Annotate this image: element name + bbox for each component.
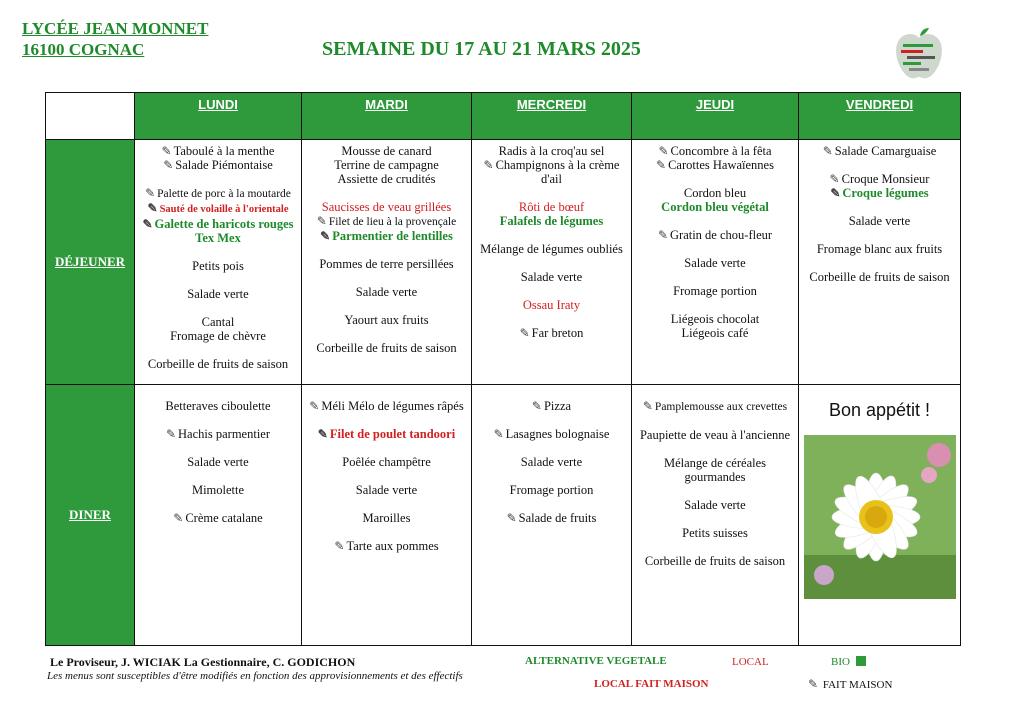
menu-item: ✎ Tarte aux pommes [334, 539, 439, 553]
chef-hat-icon: ✎ [531, 399, 542, 413]
menu-item: ✎ Taboulé à la menthe [161, 144, 275, 158]
day-header-jeudi: JEUDI [632, 93, 799, 140]
chef-hat-icon: ✎ [334, 539, 345, 553]
chef-hat-icon: ✎ [165, 427, 177, 441]
menu-item: Liégeois café [681, 326, 749, 340]
school-header [22, 18, 208, 60]
chef-hat-icon: ✎ [147, 201, 158, 215]
menu-item: Corbeille de fruits de saison [316, 341, 457, 355]
chef-hat-icon: ✎ [145, 186, 156, 200]
menu-item: Mousse de canard [341, 144, 432, 158]
menu-item: Mimolette [191, 483, 245, 497]
lunch-jeudi [632, 140, 799, 385]
menu-item: Saucisses de veau grillées [321, 200, 452, 214]
menu-item: Liégeois chocolat [670, 312, 760, 326]
menu-item: Corbeille de fruits de saison [644, 554, 786, 568]
menu-item: ✎ Filet de poulet tandoori [317, 427, 456, 441]
menu-item: Salade verte [684, 256, 746, 270]
menu-item: ✎ Croque Monsieur [829, 172, 930, 186]
menu-item: Maroilles [362, 511, 411, 525]
chef-hat-icon: ✎ [506, 511, 517, 525]
menu-item: Betteraves ciboulette [165, 399, 271, 413]
menu-item: ✎ Hachis parmentier [165, 427, 271, 441]
menu-item: ✎ Pamplemousse aux crevettes [642, 399, 788, 413]
day-header-mardi: MARDI [302, 93, 472, 140]
chef-hat-icon: ✎ [142, 217, 153, 231]
school-name: LYCÉE JEAN MONNET [22, 19, 209, 38]
menu-item: Mélange de céréales gourmandes [663, 456, 767, 484]
menu-item: ✎ Crème catalane [173, 511, 263, 525]
menu-item: Salade verte [520, 270, 583, 284]
menu-item: ✎ Carottes Hawaïennes [656, 158, 774, 172]
dinner-mercredi [472, 385, 632, 646]
chef-hat-icon: ✎ [163, 158, 174, 172]
legend-bio: BIO [831, 656, 866, 668]
lunch-row [46, 140, 961, 385]
meal-label-diner: DINER [46, 385, 135, 646]
menu-item: ✎ Galette de haricots rouges Tex Mex [142, 217, 294, 245]
menu-item: ✎ Champignons à la crème d'ail [483, 158, 620, 186]
menu-item: Cantal [201, 315, 235, 329]
menu-item: Cordon bleu végétal [661, 200, 769, 214]
menu-item: ✎ Salade de fruits [506, 511, 597, 525]
chef-hat-icon: ✎ [830, 186, 841, 200]
lunch-mardi [302, 140, 472, 385]
chef-hat-icon: ✎ [656, 158, 667, 172]
menu-item: ✎ Far breton [519, 326, 584, 340]
day-header-vendredi: VENDREDI [799, 93, 961, 140]
chef-hat-icon: ✎ [642, 399, 653, 413]
meal-label-dejeuner: DÉJEUNER [46, 140, 135, 385]
menu-item: Salade verte [187, 287, 249, 301]
legend-fait-maison: ✎ FAIT MAISON [808, 677, 893, 691]
menu-item: Corbeille de fruits de saison [147, 357, 289, 371]
menu-item: ✎ Parmentier de lentilles [320, 229, 453, 243]
school-city: 16100 COGNAC [22, 40, 145, 59]
signature-line: Le Proviseur, J. WICIAK La Gestionnaire, C. GODICHON [50, 655, 356, 669]
menu-item: ✎ Palette de porc à la moutarde [145, 186, 291, 200]
menu-item: Rôti de bœuf [518, 200, 585, 214]
menu-item: ✎ Croque légumes [830, 186, 929, 200]
menu-item: Salade verte [848, 214, 911, 228]
menu-item: Fromage portion [509, 483, 594, 497]
menu-item: Corbeille de fruits de saison [809, 270, 950, 284]
menu-item: Petits suisses [682, 526, 748, 540]
dinner-vendredi [799, 385, 961, 646]
day-header-mercredi: MERCREDI [472, 93, 632, 140]
chef-hat-icon: ✎ [519, 326, 530, 340]
apple-logo-icon [893, 26, 945, 82]
chef-hat-icon: ✎ [822, 144, 833, 158]
menu-table [45, 92, 961, 646]
chef-hat-icon: ✎ [320, 229, 331, 243]
menu-item: Assiette de crudités [337, 172, 436, 186]
chef-hat-icon: ✎ [317, 427, 328, 441]
menu-item: Pommes de terre persillées [319, 257, 454, 271]
menu-item: Salade verte [355, 285, 418, 299]
chef-hat-icon: ✎ [829, 172, 840, 186]
menu-item: ✎ Concombre à la fêta [658, 144, 772, 158]
dinner-row [46, 385, 961, 646]
menu-item: Poêlée champêtre [342, 455, 431, 469]
menu-item: Salade verte [520, 455, 583, 469]
disclaimer-note: Les menus sont susceptibles d'être modifiés en fonction des approvisionnements et des effectifs [47, 670, 463, 682]
menu-item: Fromage blanc aux fruits [816, 242, 943, 256]
chef-hat-icon: ✎ [658, 144, 669, 158]
legend-local: LOCAL [732, 656, 769, 668]
menu-item: Yaourt aux fruits [344, 313, 429, 327]
week-title: SEMAINE DU 17 AU 21 MARS 2025 [322, 38, 641, 60]
menu-item: ✎ Méli Mélo de légumes râpés [309, 399, 464, 413]
chef-hat-icon: ✎ [173, 511, 184, 525]
bio-badge-icon [856, 656, 866, 666]
bon-appetit-text: Bon appétit ! [828, 400, 931, 420]
chef-hat-icon: ✎ [483, 158, 494, 172]
dinner-lundi [135, 385, 302, 646]
daisy-flower-image [804, 435, 956, 599]
menu-item: Fromage de chèvre [170, 329, 266, 343]
chef-hat-icon: ✎ [493, 427, 504, 441]
chef-hat-icon: ✎ [316, 214, 327, 228]
days-header-row [46, 93, 961, 140]
lunch-lundi [135, 140, 302, 385]
menu-item: ✎ Sauté de volaille à l'orientale [147, 201, 289, 215]
menu-item: Falafels de légumes [499, 214, 604, 228]
dinner-jeudi [632, 385, 799, 646]
menu-item: ✎ Salade Piémontaise [163, 158, 273, 172]
menu-item: Terrine de campagne [334, 158, 439, 172]
menu-item: Salade verte [684, 498, 746, 512]
menu-item: Fromage portion [673, 284, 757, 298]
menu-item: ✎ Gratin de chou-fleur [657, 228, 773, 242]
menu-item: ✎ Pizza [531, 399, 572, 413]
menu-item: Petits pois [192, 259, 244, 273]
menu-item: ✎ Lasagnes bolognaise [493, 427, 610, 441]
day-header-lundi: LUNDI [135, 93, 302, 140]
lunch-mercredi [472, 140, 632, 385]
menu-item: Ossau Iraty [522, 298, 581, 312]
chef-hat-icon: ✎ [657, 228, 668, 242]
chef-hat-icon: ✎ [309, 399, 320, 413]
chef-hat-icon: ✎ [808, 677, 819, 691]
menu-item: Salade verte [187, 455, 249, 469]
menu-item: Mélange de légumes oubliés [480, 242, 623, 256]
corner-cell [46, 93, 135, 140]
menu-item: Radis à la croq'au sel [498, 144, 605, 158]
menu-item: ✎ Filet de lieu à la provençale [316, 214, 457, 228]
menu-item: Salade verte [355, 483, 418, 497]
dinner-mardi [302, 385, 472, 646]
legend-local-fait-maison: LOCAL FAIT MAISON [594, 678, 709, 690]
menu-item: Paupiette de veau à l'ancienne [639, 428, 791, 442]
menu-item: ✎ Salade Camarguaise [822, 144, 937, 158]
menu-item: Cordon bleu [683, 186, 747, 200]
chef-hat-icon: ✎ [161, 144, 172, 158]
legend-alternative-vegetale: ALTERNATIVE VEGETALE [525, 655, 667, 667]
lunch-vendredi [799, 140, 961, 385]
